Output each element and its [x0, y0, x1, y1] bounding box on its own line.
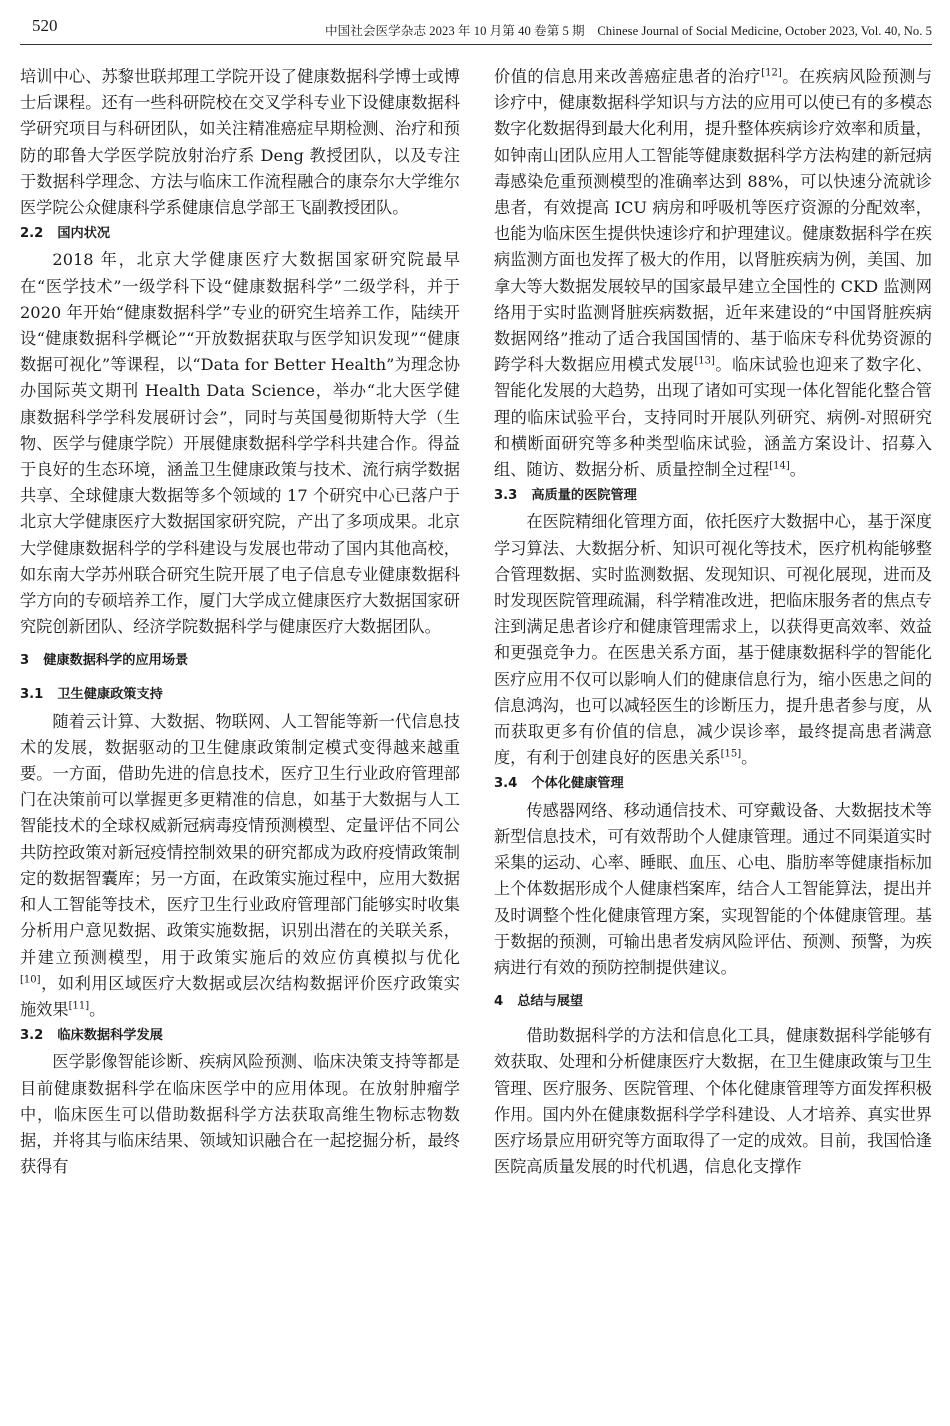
section-heading-3-4 [494, 771, 932, 797]
text-run: 。在疾病风险预测与诊疗中，健康数据科学知识与方法的应用可以使已有的多模态数字化数据得到最大化利用，提升整体疾病诊疗效率和质量，如钟南山团队应用人工智能等健康数据科学方法构建的新冠病毒感染危重预测模型的准确率达到 88%，可以快速分流就诊患者，有效提高 ICU 病房和呼吸机等医疗资源的分配效率，也能为临床医生提供快速诊疗和护理建议。健康数据科学在疾病监测方面也发挥了极大的作用，以肾脏疾病为例，美国、加拿大等大数据发展较早的国家最早建立全国性的 CKD 监测网络用于实时监测肾脏疾病数据，近年来建设的“中国肾脏疾病数据网络”推动了适合我国国情的、基于临床专科优势资源的跨学科大数据应用模式发展 [494, 67, 933, 375]
left-column [20, 64, 460, 1180]
citation: [13] [694, 355, 715, 367]
section-title: 临床数据科学发展 [57, 1028, 163, 1044]
paragraph [494, 509, 932, 771]
section-number: 3.4 [494, 776, 518, 792]
paragraph [20, 709, 460, 1023]
section-number: 2.2 [20, 226, 44, 242]
citation: [10] [20, 974, 41, 986]
section-title: 高质量的医院管理 [531, 488, 637, 504]
citation: [11] [68, 1000, 90, 1012]
running-head: 中国社会医学杂志 2023 年 10 月第 40 卷第 5 期 Chinese Journal of Social Medicine, October 2023, Vol. 40, No. 5 [324, 24, 932, 38]
section-number: 3.3 [494, 488, 518, 504]
citation: [12] [761, 67, 782, 79]
paragraph: 2018 年，北京大学健康医疗大数据国家研究院最早在“医学技术”一级学科下设“健康数据科学”二级学科，并于 2020 年开始“健康数据科学”专业的研究生培养工作，陆续开设“健康数据科学概论”“开放数据获取与医学知识发现”“健康数据可视化”等课程，以“Data for Better Health”为理念协办国际英文期刊 Health Data Science，举办“北大医学健康数据科学学科发展研讨会”，同时与英国曼彻斯特大学（生物、医学与健康学院）开展健康数据科学学科共建合作。得益于良好的生态环境，涵盖卫生健康政策与技术、流行病学数据共享、全球健康大数据等多个领域的 17 个研究中心已落户于北京大学健康医疗大数据国家研究院，产出了多项成果。北京大学健康数据科学的学科建设与发展也带动了国内其他高校，如东南大学苏州联合研究生院开展了电子信息专业健康数据科学方向的专硕培养工作，厦门大学成立健康医疗大数据国家研究院创新团队、经济学院数据科学与健康医疗大数据团队。 [20, 250, 460, 637]
section-heading-3-2 [20, 1023, 460, 1049]
section-heading-4 [494, 989, 932, 1015]
section-heading-3 [20, 648, 460, 674]
paragraph: 传感器网络、移动通信技术、可穿戴设备、大数据技术等新型信息技术，可有效帮助个人健康管理。通过不同渠道实时采集的运动、心率、睡眠、血压、心电、脂肪率等健康指标加上个体数据形成个人健康档案库，结合人工智能算法，提出并及时调整个性化健康管理方案，实现智能的个体健康管理。基于数据的预测，可输出患者发病风险评估、预测、预警，为疾病进行有效的预防控制提供建议。 [494, 800, 932, 977]
citation: [14] [769, 460, 790, 472]
citation: [15] [720, 748, 742, 760]
text-run: 。 [741, 748, 758, 768]
text-run: 价值的信息用来改善癌症患者的治疗 [494, 67, 762, 86]
text-run: 。 [89, 999, 106, 1019]
text-run: 随着云计算、大数据、物联网、人工智能等新一代信息技术的发展，数据驱动的卫生健康政策制定模式变得越来越重要。一方面，借助先进的信息技术，医疗卫生行业政府管理部门在决策前可以掌握更多更精准的信息，如基于大数据与人工智能技术的全球权威新冠病毒疫情预测模型、定量评估不同公共防控政策对新冠疫情控制效果的研究都成为政府疫情政策制定的数据智囊库；另一方面，在政策实施过程中，应用大数据和人工智能等技术，医疗卫生行业政府管理部门能够实时收集分析用户意见数据、政策实施数据，识别出潜在的关联关系，并建立预测模型，用于政策实施后的效应仿真模拟与优化 [20, 711, 460, 967]
paragraph: 培训中心、苏黎世联邦理工学院开设了健康数据科学博士或博士后课程。还有一些科研院校在交叉学科专业下设健康数据科学研究项目与科研团队，如关注精准癌症早期检测、治疗和预防的耶鲁大学医学院放射治疗系 Deng 教授团队，以及专注于数据科学理念、方法与临床工作流程融合的康奈尔大学维尔医学院公众健康科学系健康信息学部王飞副教授团队。 [20, 67, 460, 218]
section-title: 个体化健康管理 [531, 776, 624, 792]
section-title: 健康数据科学的应用场景 [43, 653, 189, 669]
paragraph [494, 64, 932, 483]
text-run: 。临床试验也迎来了数字化、智能化发展的大趋势，出现了诸如可实现一体化智能化整合管理的临床试验平台，支持同时开展队列研究、病例-对照研究和横断面研究等多种类型临床试验，涵盖方案设计、招募入组、随访、数据分析、质量控制全过程 [494, 355, 933, 480]
paragraph: 借助数据科学的方法和信息化工具，健康数据科学能够有效获取、处理和分析健康医疗大数据，在卫生健康政策与卫生管理、医疗服务、医院管理、个体化健康管理等方面发挥积极作用。国内外在健康数据科学学科建设、人才培养、真实世界医疗场景应用研究等方面取得了一定的成效。目前，我国恰逢医院高质量发展的时代机遇，信息化支撑作 [494, 1026, 932, 1177]
section-number: 3 [20, 653, 30, 669]
section-title: 总结与展望 [517, 994, 584, 1010]
section-title: 国内状况 [57, 226, 111, 242]
text-run: 在医院精细化管理方面，依托医疗大数据中心，基于深度学习算法、大数据分析、知识可视化等技术，医疗机构能够整合管理数据、实时监测数据、发现知识、可视化展现，进而及时发现医院管理疏漏，科学精准改进，把临床服务者的焦点专注到满足患者诊疗和健康管理需求上，以获得更高效率、效益和更强竞争力。在医患关系方面，基于健康数据科学的智能化医疗应用不仅可以影响人们的健康信息行为，缩小医患之间的信息鸿沟，也可以减轻医生的诊断压力，提升患者参与度，从而获取更多有价值的信息，减少误诊率，最终提高患者满意度，有利于创建良好的医患关系 [494, 512, 932, 768]
section-heading-3-3 [494, 483, 932, 509]
section-heading-2-2 [20, 221, 460, 247]
section-number: 4 [494, 994, 504, 1010]
page-header [20, 14, 932, 45]
section-number: 3.2 [20, 1028, 44, 1044]
text-run: 。 [789, 460, 806, 480]
page-number: 520 [32, 16, 58, 35]
right-column [494, 64, 932, 1180]
paragraph: 医学影像智能诊断、疾病风险预测、临床决策支持等都是目前健康数据科学在临床医学中的应用体现。在放射肿瘤学中，临床医生可以借助数据科学方法获取高维生物标志物数据，并将其与临床结果、领域知识融合在一起挖掘分析，最终获得有 [20, 1052, 460, 1177]
text-run: ，如利用区域医疗大数据或层次结构数据评价医疗政策实施效果 [20, 973, 460, 1019]
section-heading-3-1 [20, 682, 460, 708]
section-title: 卫生健康政策支持 [57, 687, 163, 703]
section-number: 3.1 [20, 687, 44, 703]
